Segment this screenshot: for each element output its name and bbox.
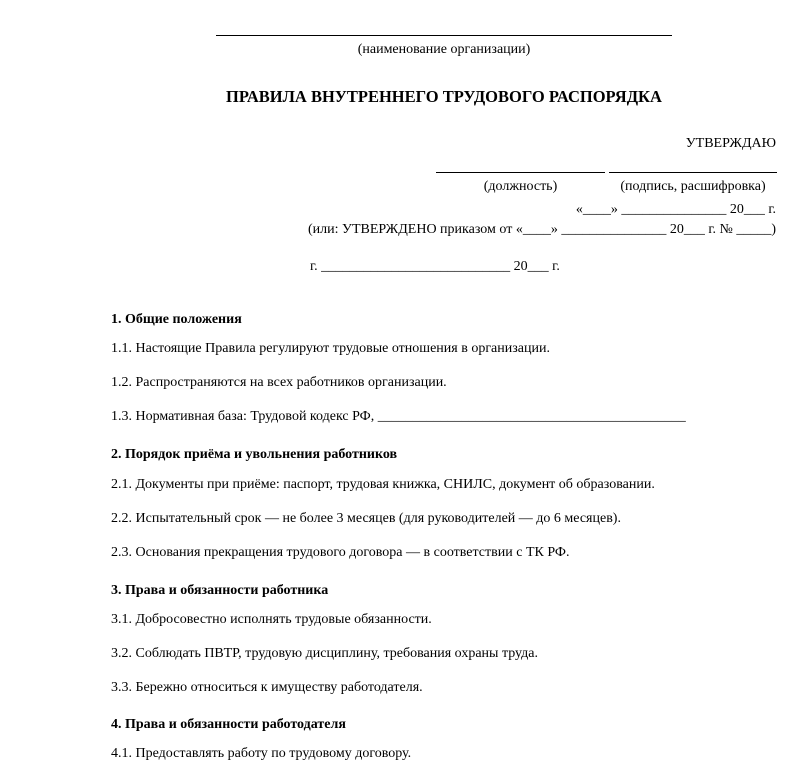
approve-label: УТВЕРЖДАЮ <box>685 136 776 151</box>
approval-date-line: «____» _______________ 20___ г. <box>575 202 776 217</box>
document-title: ПРАВИЛА ВНУТРЕННЕГО ТРУДОВОГО РАСПОРЯДКА <box>226 87 662 106</box>
position-caption: (должность) <box>483 179 558 194</box>
section-heading: 3. Права и обязанности работника <box>111 583 329 598</box>
signature-line <box>609 172 777 173</box>
list-item: 3.1. Добросовестно исполнять трудовые обязанности. <box>111 612 432 627</box>
list-item: 1.2. Распространяются на всех работников организации. <box>111 375 447 390</box>
list-item: 1.3. Нормативная база: Трудовой кодекс РФ, ____________________________________________ <box>111 409 686 424</box>
order-line: (или: УТВЕРЖДЕНО приказом от «____» _______________ 20___ г. № _____) <box>308 222 776 237</box>
section-heading: 1. Общие положения <box>111 312 242 327</box>
list-item: 1.1. Настоящие Правила регулируют трудовые отношения в организации. <box>111 341 550 356</box>
list-item: 3.2. Соблюдать ПВТР, трудовую дисциплину, требования охраны труда. <box>111 646 538 661</box>
list-item: 3.3. Бережно относиться к имуществу работодателя. <box>111 680 423 695</box>
section-heading: 4. Права и обязанности работодателя <box>111 717 346 732</box>
org-name-line <box>216 35 672 36</box>
section-heading: 2. Порядок приёма и увольнения работников <box>111 447 398 462</box>
list-item: 2.2. Испытательный срок — не более 3 месяцев (для руководителей — до 6 месяцев). <box>111 511 621 526</box>
list-item: 2.3. Основания прекращения трудового договора — в соответствии с ТК РФ. <box>111 545 570 560</box>
list-item: 4.1. Предоставлять работу по трудовому договору. <box>111 746 412 761</box>
signature-caption: (подпись, расшифровка) <box>620 179 766 194</box>
org-name-caption: (наименование организации) <box>357 42 531 57</box>
list-item: 2.1. Документы при приёме: паспорт, трудовая книжка, СНИЛС, документ об образовании. <box>111 477 655 492</box>
city-date-line: г. ___________________________ 20___ г. <box>310 259 560 274</box>
position-line <box>436 172 605 173</box>
